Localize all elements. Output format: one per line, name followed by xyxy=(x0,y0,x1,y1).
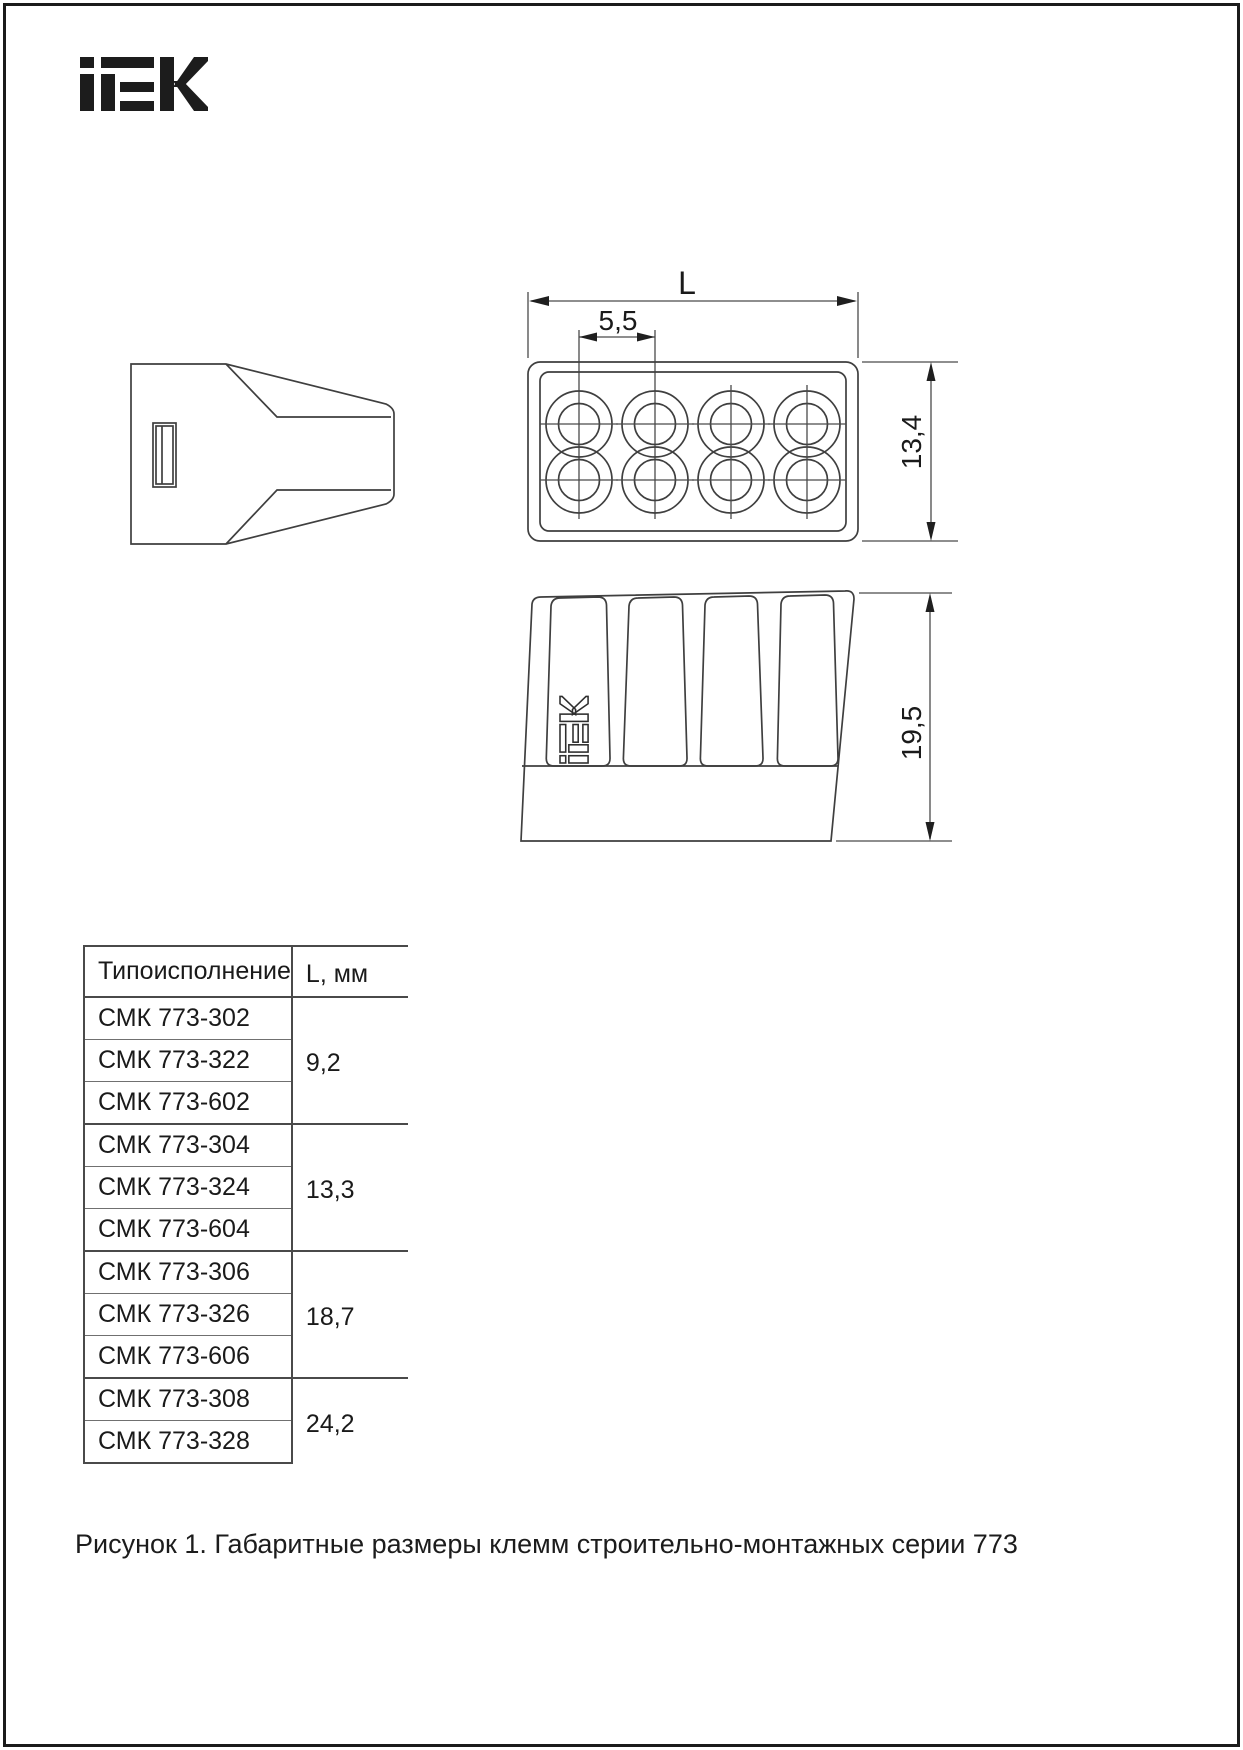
table-row xyxy=(84,1378,408,1421)
column-header-type: Типоисполнение xyxy=(84,946,292,997)
model-cell: СМК 773-302 xyxy=(84,997,292,1040)
length-value-cell: 24,2 xyxy=(305,1409,355,1438)
model-cell: СМК 773-326 xyxy=(84,1294,292,1336)
side-view-drawing xyxy=(120,350,410,555)
page-border xyxy=(3,3,1240,1747)
table-row xyxy=(84,997,408,1040)
iek-logo xyxy=(80,57,208,111)
dimension-label-hole-pitch: 5,5 xyxy=(598,305,638,336)
dimension-label-length: L xyxy=(678,265,696,301)
model-cell: СМК 773-602 xyxy=(84,1082,292,1125)
length-value-cell: 13,3 xyxy=(292,1124,408,1251)
model-cell: СМК 773-304 xyxy=(84,1124,292,1167)
length-value-cell: 9,2 xyxy=(292,997,408,1124)
length-value-cell: 18,7 xyxy=(292,1251,408,1378)
model-cell: СМК 773-322 xyxy=(84,1040,292,1082)
column-header-length: L, мм xyxy=(292,946,408,997)
model-cell: СМК 773-308 xyxy=(84,1378,292,1421)
table-row xyxy=(84,1251,408,1294)
dimension-label-body-width: 13,4 xyxy=(896,414,927,470)
table-row xyxy=(84,1124,408,1167)
model-cell: СМК 773-306 xyxy=(84,1251,292,1294)
model-cell: СМК 773-324 xyxy=(84,1167,292,1209)
model-cell: СМК 773-328 xyxy=(84,1421,292,1464)
spec-table-header-row xyxy=(84,946,408,997)
iek-logo-embossed xyxy=(560,696,588,763)
dimension-label-body-height: 19,5 xyxy=(896,705,927,761)
model-cell: СМК 773-606 xyxy=(84,1336,292,1379)
figure-caption: Рисунок 1. Габаритные размеры клемм строительно-монтажных серии 773 xyxy=(75,1529,1018,1559)
model-cell: СМК 773-604 xyxy=(84,1209,292,1252)
spec-table xyxy=(83,945,408,1464)
